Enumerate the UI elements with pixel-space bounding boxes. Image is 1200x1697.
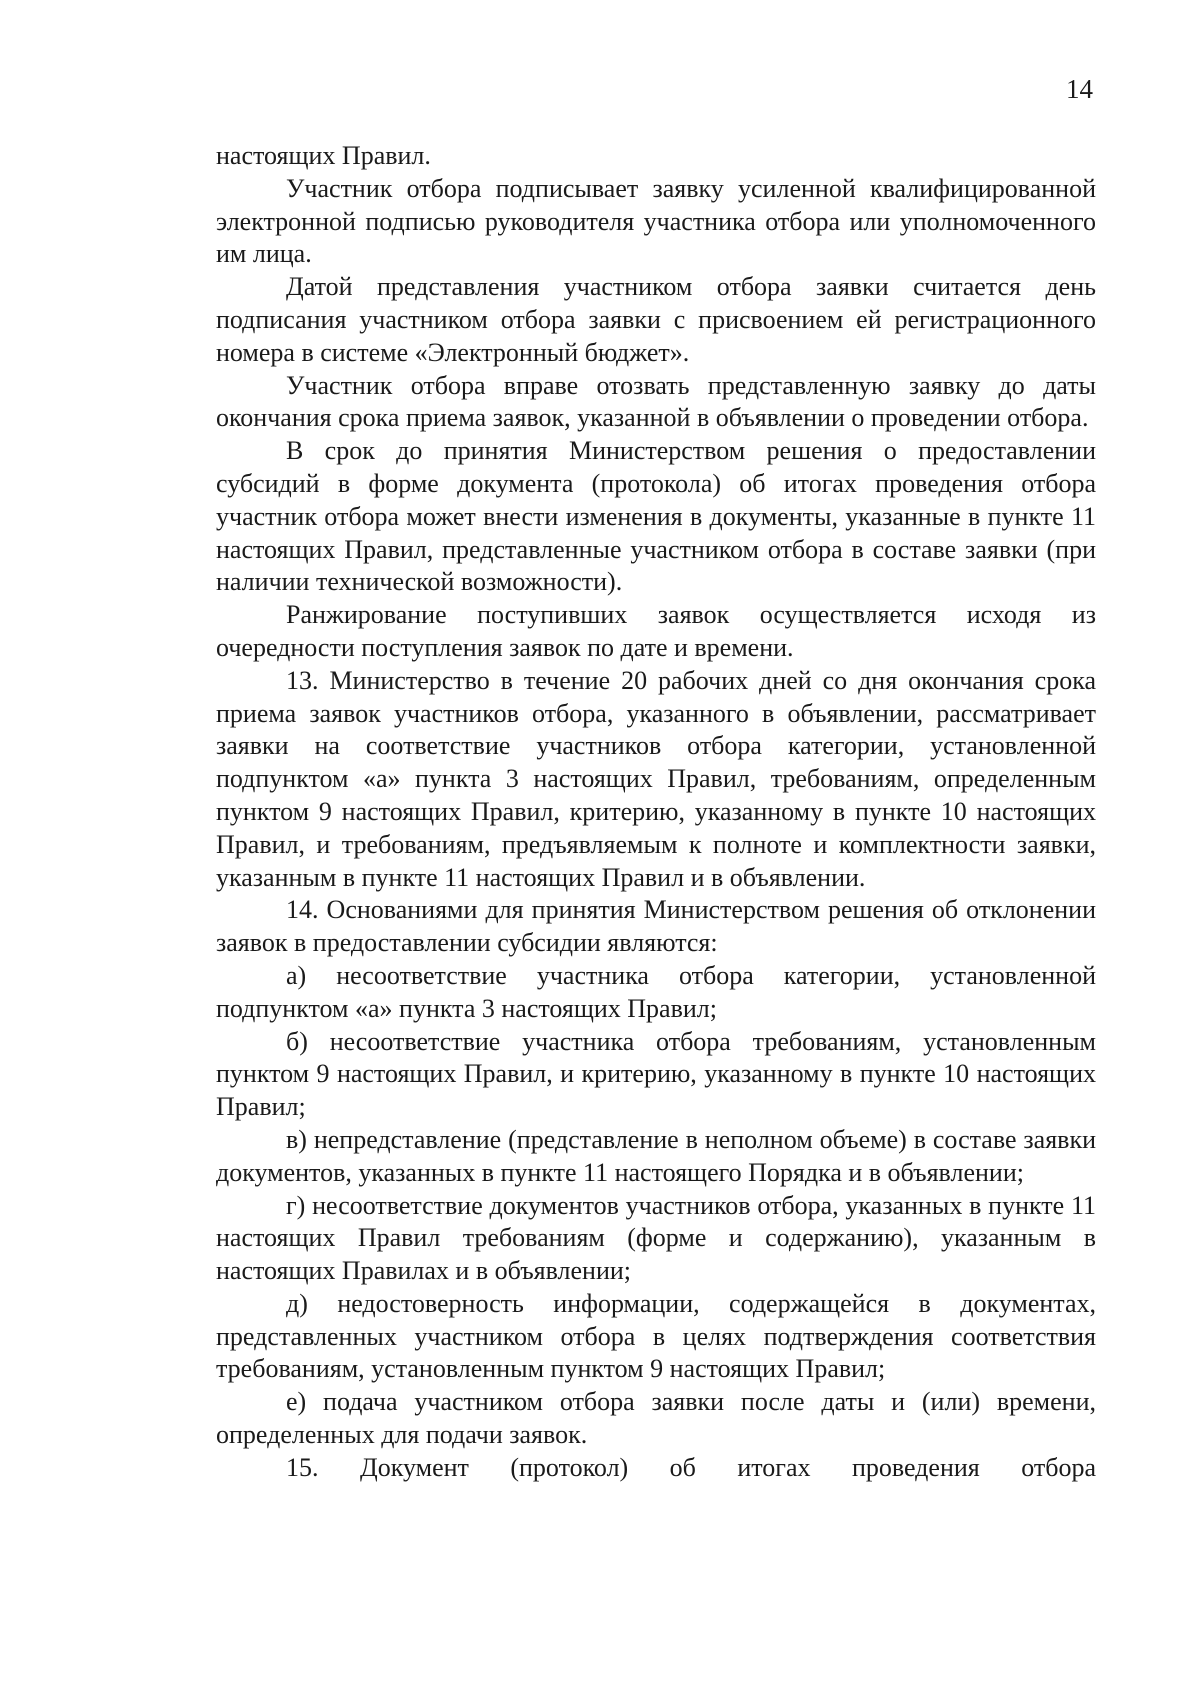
paragraph: Участник отбора вправе отозвать представленную заявку до даты окончания срока приема заявок, указанной в объявлении о проведении отбора. bbox=[216, 370, 1096, 433]
page-number: 14 bbox=[1066, 74, 1093, 104]
paragraph: Участник отбора подписывает заявку усиленной квалифицированной электронной подписью руководителя участника отбора или уполномоченного им лица. bbox=[216, 173, 1096, 269]
paragraph-item-13: 13. Министерство в течение 20 рабочих дней со дня окончания срока приема заявок участников отбора, указанного в объявлении, рассматривает заявки на соответствие участников отбора категории, установленной подпунктом «а» пункта 3 настоящих Правил, требованиям, определенным пунктом 9 настоящих Правил, критерию, указанному в пункте 10 настоящих Правил, и требованиям, предъявляемым к полноте и комплектности заявки, указанным в пункте 11 настоящих Правил и в объявлении. bbox=[216, 665, 1096, 892]
subitem-b: б) несоответствие участника отбора требованиям, установленным пунктом 9 настоящих Правил, и критерию, указанному в пункте 10 настоящих Правил; bbox=[216, 1026, 1096, 1122]
document-body bbox=[216, 140, 1096, 1485]
subitem-d: д) недостоверность информации, содержащейся в документах, представленных участником отбора в целях подтверждения соответствия требованиям, установленным пунктом 9 настоящих Правил; bbox=[216, 1288, 1096, 1384]
paragraph-item-14: 14. Основаниями для принятия Министерством решения об отклонении заявок в предоставлении субсидии являются: bbox=[216, 895, 1096, 958]
subitem-e: е) подача участником отбора заявки после даты и (или) времени, определенных для подачи заявок. bbox=[216, 1387, 1096, 1450]
subitem-a: а) несоответствие участника отбора категории, установленной подпунктом «а» пункта 3 настоящих Правил; bbox=[216, 960, 1096, 1023]
paragraph: Ранжирование поступивших заявок осуществляется исходя из очередности поступления заявок по дате и времени. bbox=[216, 600, 1096, 662]
paragraph: настоящих Правил. bbox=[216, 141, 431, 170]
subitem-v: в) непредставление (представление в неполном объеме) в составе заявки документов, указанных в пункте 11 настоящего Порядка и в объявлении; bbox=[216, 1124, 1096, 1187]
paragraph: Датой представления участником отбора заявки считается день подписания участником отбора заявки с присвоением ей регистрационного номера в системе «Электронный бюджет». bbox=[216, 272, 1096, 367]
paragraph: В срок до принятия Министерством решения о предоставлении субсидий в форме документа (протокола) об итогах проведения отбора участник отбора может внести изменения в документы, указанные в пункте 11 настоящих Правил, представленные участником отбора в составе заявки (при наличии технической возможности). bbox=[216, 436, 1096, 597]
paragraph-item-15: 15. Документ (протокол) об итогах проведения отбора bbox=[286, 1452, 1096, 1482]
subitem-g: г) несоответствие документов участников отбора, указанных в пункте 11 настоящих Правил требованиям (форме и содержанию), указанным в настоящих Правилах и в объявлении; bbox=[216, 1190, 1096, 1286]
